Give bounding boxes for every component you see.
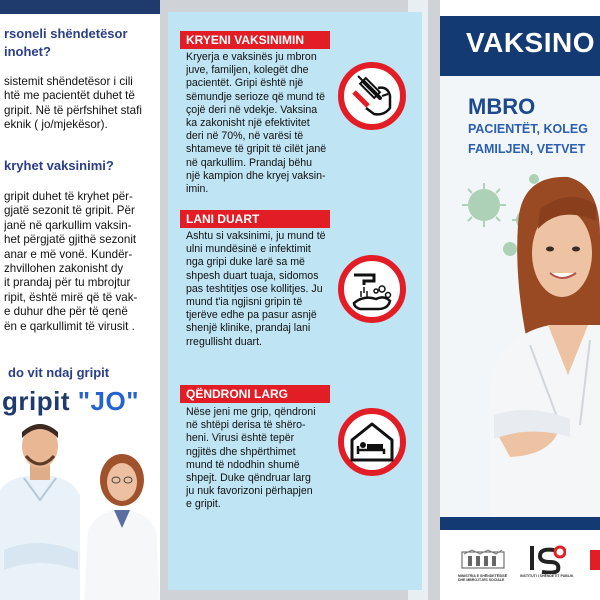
- paragraph-staff: [4, 75, 154, 133]
- text-line: mund të ndodhin shumë: [186, 458, 300, 471]
- motto-prefix: gripit: [2, 386, 78, 416]
- mbro-heading: MBRO: [468, 94, 536, 119]
- text-line: nga gripi duke larë sa më: [186, 256, 305, 269]
- text-line: Ashtu si vaksinimi, ju mund të: [186, 230, 326, 242]
- right-top-strip: [440, 0, 600, 16]
- text-line: sëmundje serioze që mund të: [186, 90, 325, 103]
- text-line: ën e qarkullimit të virusit .: [4, 319, 135, 333]
- text-line: Kryerja e vaksinës ju mbron: [186, 51, 317, 63]
- text-line: Nëse jeni me grip, qëndroni: [186, 406, 316, 418]
- right-panel: [440, 0, 600, 600]
- male-nurse-photo: [0, 420, 80, 600]
- text-line: eknik ( jo/mjekësor).: [4, 118, 108, 132]
- text-line: e duhur dhe për të qenë: [4, 305, 128, 319]
- motto-jo: "JO": [77, 386, 140, 416]
- section-text-vaccinate: [186, 51, 336, 196]
- motto-line1: do vit ndaj gripit: [8, 365, 110, 380]
- text-line: shenjë klinike, prandaj lani: [186, 322, 311, 335]
- text-line: e gripit.: [186, 498, 221, 511]
- section-text-stay-away: [186, 406, 336, 512]
- left-panel: [0, 0, 160, 600]
- female-doctor-photo: [84, 450, 160, 600]
- poster-title: VAKSINO: [466, 27, 595, 58]
- text-line: ngjitës dhe shpërthimet: [186, 445, 296, 458]
- motto-line2: [2, 386, 139, 417]
- text-line: pas teshtitjes ose kollitjes. Ju: [186, 282, 323, 295]
- ministry-logo-text: MINISTRIA E SHËNDETËSISË DHE MBROJTJES SOCIALE: [458, 574, 508, 582]
- heading-staff-line2: inohet?: [4, 44, 51, 59]
- text-line: rregullisht duart.: [186, 335, 262, 348]
- text-line: mund t'ia ngjisni gripin të: [186, 296, 303, 309]
- text-line: juve, familjen, kolegët dhe: [186, 64, 309, 77]
- heading-when-vaccinate: kryhet vaksinimi?: [4, 158, 114, 173]
- text-line: ripit, është mirë që të vak-: [4, 290, 138, 304]
- partner-logo-fragment: [590, 550, 600, 570]
- text-line: gripit. Në të përfshihet stafi: [4, 103, 142, 117]
- text-line: shtameve të gripit të cilët janë: [186, 143, 327, 156]
- bottom-bar: [440, 517, 600, 530]
- text-line: gripit duhet të kryhet për-: [4, 190, 133, 203]
- text-line: pacientët. Gripi është një: [186, 77, 304, 90]
- text-line: gjatë sezonit të gripit. Për: [4, 204, 135, 218]
- text-line: shpejt. Duke qëndruar larg: [186, 472, 311, 485]
- text-line: shpesh duart tuaja, sidomos: [186, 269, 319, 282]
- text-line: htë me pacientët duhet të: [4, 89, 135, 103]
- text-line: anar e më vonë. Kundër-: [4, 247, 133, 261]
- text-line: një kampion dhe kryej vaksin-: [186, 169, 326, 182]
- female-doctor-main-photo: [490, 165, 600, 517]
- subtitle-line1: PACIENTËT, KOLEG: [468, 122, 588, 136]
- text-line: het përgjatë gjithë sezonit: [4, 233, 137, 247]
- section-title-wash-hands: LANI DUART: [180, 210, 330, 228]
- text-line: në shtëpi derisa të shëro-: [186, 419, 306, 432]
- washing-hands-icon: [338, 255, 406, 323]
- logos-strip: [440, 530, 600, 600]
- left-top-bar: [0, 0, 160, 14]
- text-line: heni. Virusi është tepër: [186, 432, 295, 445]
- section-title-vaccinate: KRYENI VAKSINIMIN: [180, 31, 330, 49]
- subtitle-line2: FAMILJEN, VETVET: [468, 142, 586, 156]
- isp-logo-text: INSTITUTI I SHËNDETIT PUBLIK: [520, 574, 574, 578]
- text-line: sistemit shëndetësor i cili: [4, 75, 133, 88]
- isp-logo-icon: [526, 544, 566, 574]
- section-title-stay-away: QËNDRONI LARG: [180, 385, 330, 403]
- text-line: ju nuk favorizoni përhapjen: [186, 485, 313, 498]
- text-line: zhvillohen zakonisht dy: [4, 262, 124, 276]
- heading-staff-line1: rsoneli shëndetësor: [4, 26, 128, 41]
- paragraph-when-vaccinate: [4, 190, 154, 334]
- text-line: ka zakonisht një efektivitet: [186, 117, 310, 130]
- text-line: tjerëve edhe pa pasur asnjë: [186, 309, 317, 322]
- text-line: çojë deri në vdekje. Vaksina: [186, 103, 318, 116]
- section-text-wash-hands: [186, 230, 336, 349]
- text-line: deri në 70%, në varësi të: [186, 130, 304, 143]
- stay-home-bed-icon: [338, 408, 406, 476]
- text-line: në qarkullim. Prandaj bëhu: [186, 156, 313, 169]
- syringe-hand-icon: [338, 62, 406, 130]
- ministry-logo-icon: [460, 546, 506, 572]
- text-line: janë në qarkullim vaksin-: [4, 218, 132, 232]
- text-line: imin.: [186, 183, 209, 196]
- text-line: ulni mundësinë e infektimit: [186, 243, 311, 256]
- text-line: it prandaj për tu mbrojtur: [4, 276, 131, 290]
